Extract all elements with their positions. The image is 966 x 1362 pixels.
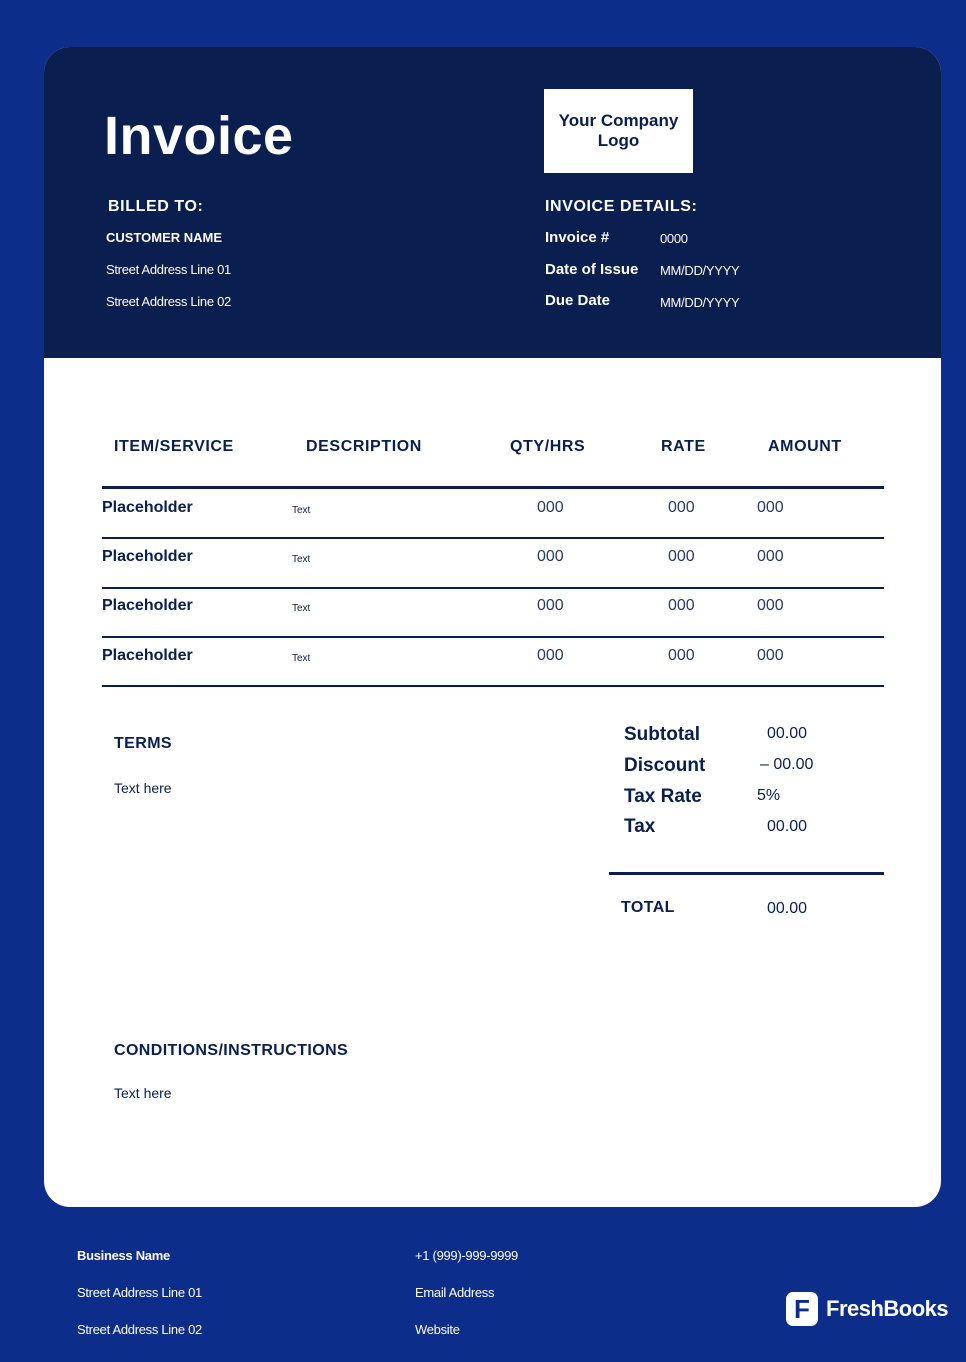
company-logo-placeholder (544, 89, 693, 173)
total-divider (609, 872, 884, 875)
row-4-rate: 000 (668, 647, 695, 664)
row-3-amount: 000 (757, 597, 784, 614)
billed-to-label: BILLED TO: (108, 198, 204, 215)
tax-label: Tax (624, 816, 656, 837)
customer-name: CUSTOMER NAME (106, 230, 223, 245)
footer-website: Website (415, 1322, 460, 1337)
column-header-description: DESCRIPTION (306, 438, 422, 455)
tax-value: 00.00 (767, 818, 808, 835)
total-value: 00.00 (767, 900, 808, 917)
row-4-amount: 000 (757, 647, 784, 664)
billed-address-line-2: Street Address Line 02 (106, 294, 231, 309)
total-label: TOTAL (621, 899, 675, 916)
tax-rate-label: Tax Rate (624, 786, 702, 807)
row-2-description: Text (292, 554, 311, 565)
column-header-qty: QTY/HRS (510, 438, 586, 455)
row-1-rate: 000 (668, 499, 695, 516)
row-divider (102, 587, 884, 589)
row-4-description: Text (292, 653, 311, 664)
row-divider (102, 636, 884, 638)
due-date-value: MM/DD/YYYY (660, 295, 740, 310)
due-date-label: Due Date (545, 292, 611, 309)
table-header-divider (102, 486, 884, 489)
billed-address-line-1: Street Address Line 01 (106, 262, 231, 277)
date-of-issue-label: Date of Issue (545, 261, 639, 278)
row-2-amount: 000 (757, 548, 784, 565)
freshbooks-brand (786, 1292, 948, 1326)
row-4-item: Placeholder (102, 647, 193, 664)
subtotal-value: 00.00 (767, 725, 808, 742)
discount-label: Discount (624, 755, 706, 776)
footer-address-line-1: Street Address Line 01 (77, 1285, 202, 1300)
row-4-qty: 000 (537, 647, 564, 664)
invoice-header (44, 47, 941, 358)
conditions-text: Text here (114, 1085, 172, 1101)
row-3-description: Text (292, 603, 311, 614)
freshbooks-wordmark: FreshBooks (826, 1296, 949, 1321)
row-1-qty: 000 (537, 499, 564, 516)
freshbooks-logo-icon: F (786, 1292, 818, 1326)
terms-text: Text here (114, 780, 172, 796)
row-3-rate: 000 (668, 597, 695, 614)
logo-text: Your Company Logo (558, 111, 679, 150)
row-1-amount: 000 (757, 499, 784, 516)
conditions-label: CONDITIONS/INSTRUCTIONS (114, 1042, 349, 1059)
row-2-item: Placeholder (102, 548, 193, 565)
column-header-item: ITEM/SERVICE (114, 438, 234, 455)
date-of-issue-value: MM/DD/YYYY (660, 263, 740, 278)
discount-value: – 00.00 (760, 756, 814, 773)
invoice-title: Invoice (104, 106, 294, 166)
tax-rate-value: 5% (757, 787, 781, 804)
footer-email: Email Address (415, 1285, 495, 1300)
row-1-item: Placeholder (102, 499, 193, 516)
invoice-details-label: INVOICE DETAILS: (545, 198, 698, 215)
row-divider (102, 685, 884, 687)
column-header-rate: RATE (661, 438, 706, 455)
row-3-item: Placeholder (102, 597, 193, 614)
invoice-card (44, 47, 941, 1207)
footer-address-line-2: Street Address Line 02 (77, 1322, 202, 1337)
terms-label: TERMS (114, 735, 172, 752)
row-2-qty: 000 (537, 548, 564, 565)
row-3-qty: 000 (537, 597, 564, 614)
row-2-rate: 000 (668, 548, 695, 565)
footer-business-name: Business Name (77, 1248, 170, 1263)
row-divider (102, 537, 884, 539)
subtotal-label: Subtotal (624, 724, 700, 745)
invoice-number-value: 0000 (660, 231, 688, 246)
footer-phone: +1 (999)-999-9999 (415, 1248, 518, 1263)
invoice-number-label: Invoice # (545, 229, 610, 246)
column-header-amount: AMOUNT (768, 438, 842, 455)
row-1-description: Text (292, 505, 311, 516)
